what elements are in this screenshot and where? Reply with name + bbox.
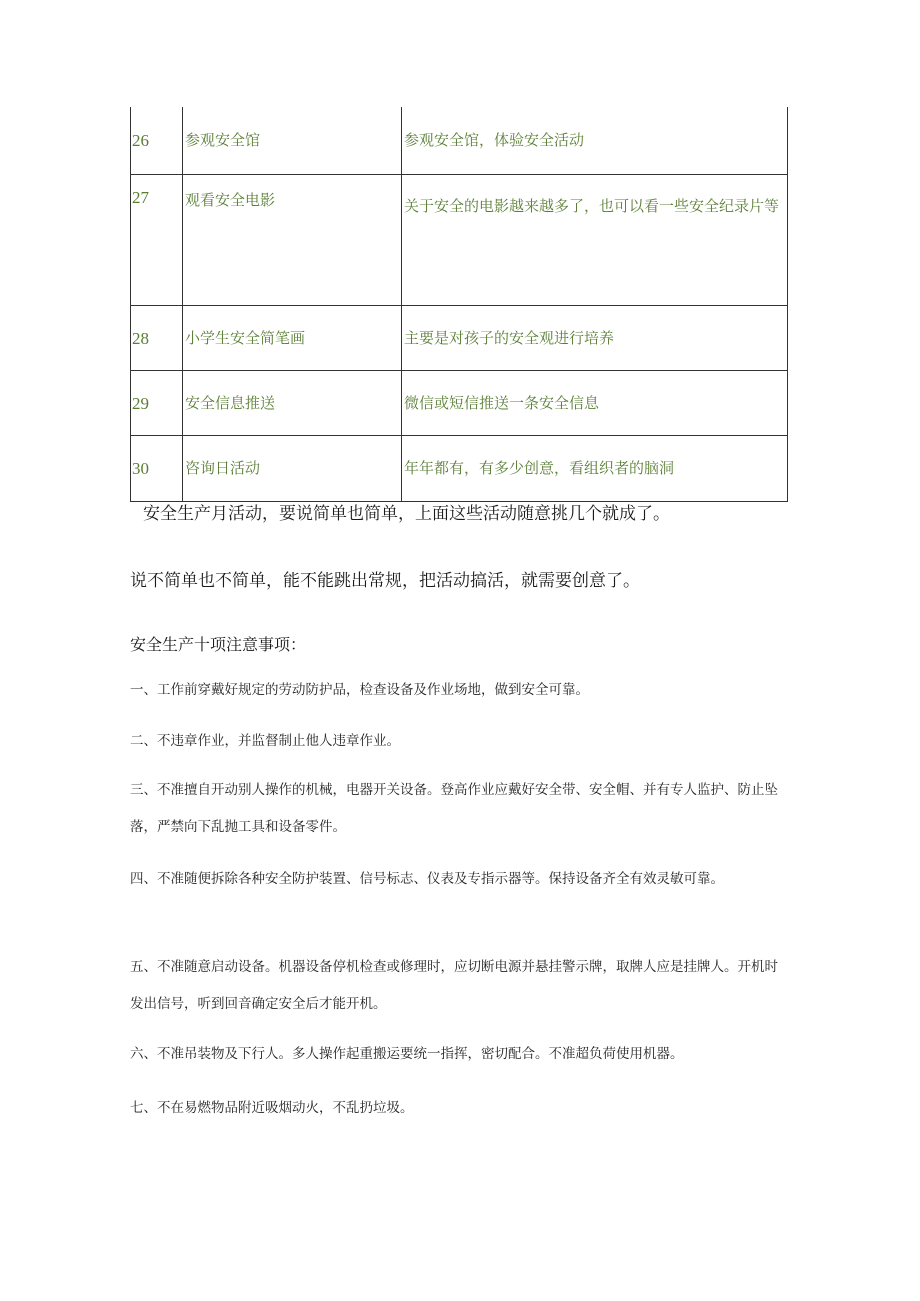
activity-number: 26: [131, 107, 183, 175]
activity-number: 28: [131, 306, 183, 371]
activity-description: 微信或短信推送一条安全信息: [402, 371, 788, 436]
rule-item: 五、不准随意启动设备。机器设备停机检查或修理时，应切断电源并悬挂警示牌，取牌人应是挂牌人。开机时发出信号，听到回音确定安全后才能开机。: [130, 959, 778, 1012]
table-row: [131, 371, 788, 436]
rule-item: 六、不准吊装物及下行人。多人操作起重搬运要统一指挥，密切配合。不准超负荷使用机器。: [130, 1046, 684, 1062]
activity-description: 年年都有，有多少创意，看组织者的脑洞: [402, 436, 788, 502]
activity-name: 观看安全电影: [183, 175, 402, 306]
rule-item: 三、不准擅自开动别人操作的机械，电器开关设备。登高作业应戴好安全带、安全帽、并有专人监护、防止坠落，严禁向下乱抛工具和设备零件。: [130, 782, 778, 835]
rule-item: 四、不准随便拆除各种安全防护装置、信号标志、仪表及专指示器等。保持设备齐全有效灵敏可靠。: [130, 871, 724, 887]
table-row: [131, 436, 788, 502]
activity-number: 27: [131, 175, 183, 306]
activity-table: [130, 107, 788, 502]
activity-name: 咨询日活动: [183, 436, 402, 502]
table-row: [131, 175, 788, 306]
activity-name: 参观安全馆: [183, 107, 402, 175]
activity-description: 主要是对孩子的安全观进行培养: [402, 306, 788, 371]
rule-item: 一、工作前穿戴好规定的劳动防护品，检查设备及作业场地，做到安全可靠。: [130, 682, 589, 698]
activity-description: 关于安全的电影越来越多了，也可以看一些安全纪录片等: [402, 175, 788, 306]
rules-heading: 安全生产十项注意事项：: [130, 635, 307, 654]
rule-item: 二、不违章作业，并监督制止他人违章作业。: [130, 733, 400, 749]
table-row: [131, 107, 788, 175]
activity-name: 安全信息推送: [183, 371, 402, 436]
activity-name: 小学生安全简笔画: [183, 306, 402, 371]
activity-number: 30: [131, 436, 183, 502]
activity-description: 参观安全馆，体验安全活动: [402, 107, 788, 175]
summary-paragraph-2: 说不简单也不简单，能不能跳出常规，把活动搞活，就需要创意了。: [130, 571, 640, 591]
rule-item: 七、不在易燃物品附近吸烟动火，不乱扔垃圾。: [130, 1100, 414, 1116]
table-row: [131, 306, 788, 371]
activity-number: 29: [131, 371, 183, 436]
summary-paragraph-1: 安全生产月活动，要说简单也简单，上面这些活动随意挑几个就成了。: [143, 504, 670, 524]
